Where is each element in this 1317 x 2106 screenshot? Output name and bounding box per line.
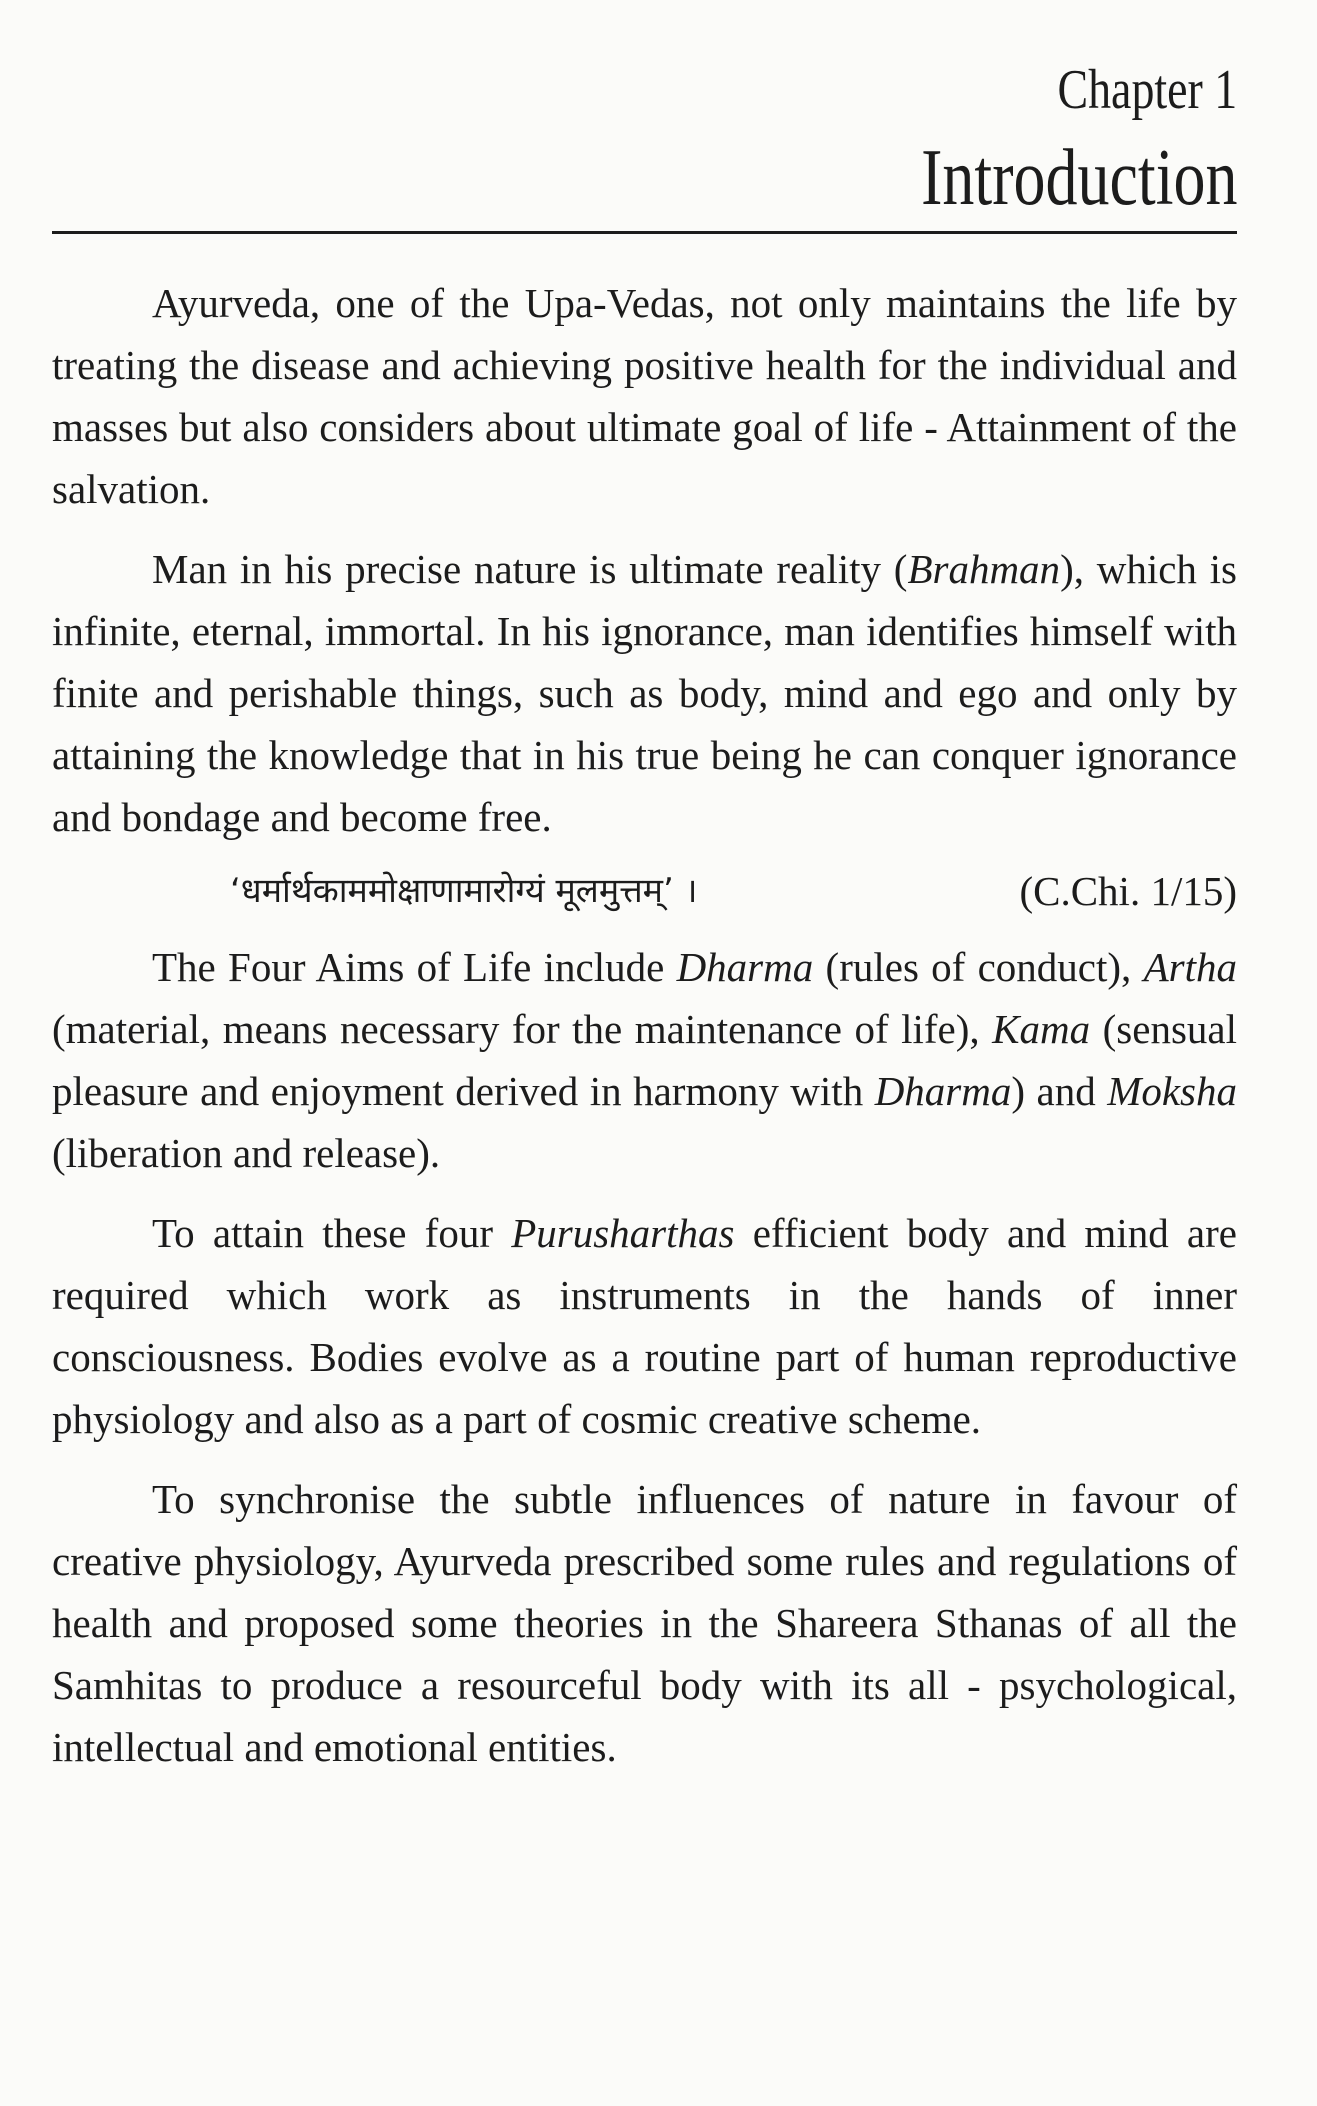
book-page: [52, 0, 1237, 2106]
chapter-title: Introduction: [920, 134, 1237, 222]
sanskrit-verse: [52, 860, 1237, 922]
paragraph-3-text-c: (rules of conduct),: [813, 944, 1144, 990]
paragraph-3-text-a: The Four Aims of Life include: [152, 944, 677, 990]
term-dharma-2: Dharma: [874, 1068, 1012, 1114]
chapter-label: Chapter 1: [1057, 59, 1237, 121]
term-moksha: Moksha: [1107, 1068, 1237, 1114]
paragraph-2-text-a: Man in his precise nature is ultimate reality (: [152, 546, 908, 592]
term-kama: Kama: [992, 1006, 1091, 1052]
paragraph-5: To synchronise the subtle influences of nature in favour of creative physiology, Ayurveda prescribed some rules and regulations of health and proposed some theories in the Shareera Sthanas of all the Samhitas to produce a resourceful body with its all - psychological, intellectual and emotional entities.: [52, 1476, 1237, 1770]
verse-text: ‘धर्मार्थकाममोक्षाणामारोग्यं मूलमुत्तम्’ ।: [230, 871, 698, 911]
paragraph-4-text-a: To attain these four: [152, 1210, 512, 1256]
paragraph-3-text-i: ) and: [1011, 1068, 1108, 1114]
term-purusharthas: Purusharthas: [511, 1210, 735, 1256]
paragraph-3-text-e: (material, means necessary for the maintenance of life),: [52, 1006, 993, 1052]
paragraph-4: [52, 1202, 1237, 1450]
paragraph-4-text-c: efficient body and mind are required which work as instruments in the hands of inner consciousness. Bodies evolve as a routine part of human reproductive physiology and also as a part of cosmic creative scheme.: [52, 1210, 1237, 1442]
header-rule: [52, 231, 1237, 234]
paragraph-3-text-k: (liberation and release).: [52, 1130, 441, 1176]
paragraph-3-text-g: (sensual pleasure and enjoyment derived in harmony with: [52, 1006, 1238, 1114]
term-brahman: Brahman: [907, 546, 1061, 592]
verse-reference: (C.Chi. 1/15): [1019, 868, 1237, 914]
paragraph-2: [52, 538, 1237, 848]
paragraph-2-text-c: ), which is infinite, eternal, immortal. In his ignorance, man identifies himself with finite and perishable things, such as body, mind and ego and only by attaining the knowledge that in his true being he can conquer ignorance and bondage and become free.: [52, 546, 1237, 840]
term-artha: Artha: [1143, 944, 1237, 990]
body-text: [52, 272, 1237, 1796]
term-dharma: Dharma: [676, 944, 814, 990]
paragraph-3: [52, 936, 1237, 1184]
paragraph-1: Ayurveda, one of the Upa-Vedas, not only maintains the life by treating the disease and achieving positive health for the individual and masses but also considers about ultimate goal of life - Attainment of the salvation.: [52, 280, 1237, 512]
